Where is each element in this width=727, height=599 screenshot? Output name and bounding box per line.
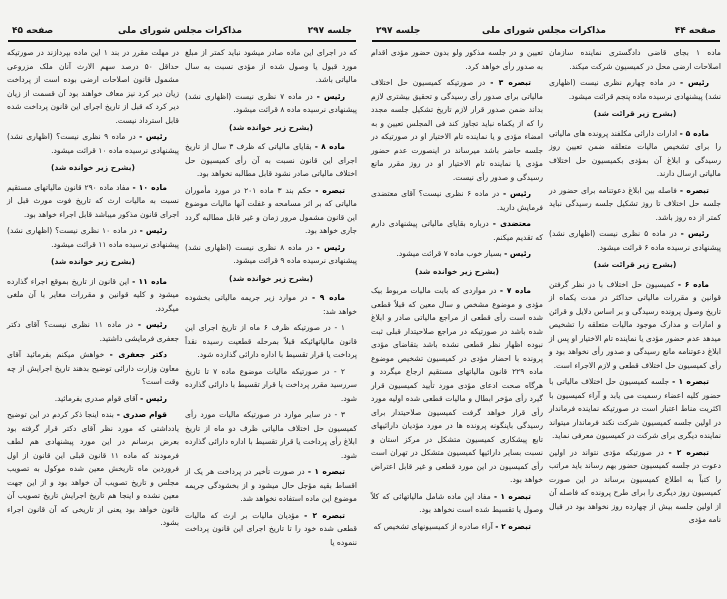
paragraph-text: مفاد ماده ۲۹۰ قانون مالیاتهای مستقیم نسبت به مالیات ارث که تاریخ فوت مورث قبل از اجرای قانون مذکور میباشد قابل اجراء خواهد بود. xyxy=(7,182,179,219)
paragraph-text: خواهش میکنم بفرمائید آقای معاون وزارت دارائی توضیح بدهند تاریخ اجرایش از چه وقت است؟ xyxy=(7,350,179,386)
paragraph-text: در صورت تأخیر در پرداخت هر یک از اقساط بقیه مؤجل حال میشود و از بخشودگی جریمه موضوع این ماده استفاده نخواهد شد. xyxy=(185,467,357,503)
paragraph xyxy=(185,365,357,406)
session-number: جلسه ۲۹۷ xyxy=(376,26,421,36)
paragraph-text: مفاد این ماده شامل مالیاتهائی که کلاً وصول یا تقسیط شده است نخواهد بود. xyxy=(371,491,543,514)
paragraph xyxy=(185,321,357,362)
paragraph-text: (بشرح زیر خوانده شد) xyxy=(50,257,135,266)
paragraph xyxy=(185,241,357,268)
text-column xyxy=(185,46,357,552)
paragraph-text: ۳ - در سایر موارد در صورتیکه مالیات مورد رأی کمیسیون حل اختلاف مالیاتی ظرف دو ماه از تاریخ ابلاغ رأی پرداخت یا قرار تقسیط با اداره دارائی گذارده شود. xyxy=(185,410,357,460)
text-column xyxy=(7,46,179,533)
paragraph xyxy=(185,184,357,238)
speaker-or-article-label: رئیس - xyxy=(502,189,531,198)
speaker-or-article-label: معتضدی - xyxy=(492,219,531,228)
paragraph xyxy=(7,275,179,316)
speaker-or-article-label: رئیس - xyxy=(137,320,167,329)
paragraph-text: در موارد زیر جریمه مالیاتی بخشوده خواهد شد: xyxy=(185,293,357,316)
paragraph xyxy=(371,490,543,517)
paragraph xyxy=(7,318,179,345)
speaker-or-article-label: ماده ۸ - xyxy=(314,142,346,151)
paragraph xyxy=(549,227,721,254)
speaker-or-article-label: ماده ۱۰ - xyxy=(132,182,168,192)
page-header xyxy=(372,26,720,42)
paragraph xyxy=(371,76,543,184)
reading-note xyxy=(371,265,543,279)
paragraph-text: در ماده ۹ نظری نیست؟ (اظهاری نشد) پیشنهادی نرسیده ماده ۱۰ قرائت میشود. xyxy=(7,132,179,155)
paragraph xyxy=(185,408,357,462)
reading-note xyxy=(185,272,357,286)
reading-note xyxy=(549,258,721,272)
paragraph-text: در ماده ۱۱ نظری نیست؟ آقای دکتر جعفری فرمایشی داشتید. xyxy=(7,320,179,343)
paragraph xyxy=(7,408,179,530)
reading-note xyxy=(7,255,179,269)
speaker-or-article-label: دکتر جعفری - xyxy=(109,350,167,359)
paragraph-text: در ماده ۱۰ نظری نیست؟ (اظهاری نشد) پیشنهادی نرسیده ماده ۱۱ قرائت میشود. xyxy=(7,226,179,249)
paragraph-text: (بشرح زیر خوانده شد) xyxy=(228,273,313,283)
paragraph-text: جلسه کمیسیون حل اختلاف مالیاتی با حضور کلیه اعضاء رسمیت می یابد و آراء کمیسیون با اکثریت مناط اعتبار است در صورتیکه نماینده فرماندار در اولین جلسه کمیسیون شرکت نکند فرماندار میتواند نماینده دیگری برای شرکت در کمیسیون معرفی نماید. xyxy=(549,377,721,440)
paragraph xyxy=(549,184,721,225)
speaker-or-article-label: رئیس - xyxy=(316,242,346,252)
paragraph xyxy=(371,520,543,534)
page-left xyxy=(2,0,362,599)
paragraph xyxy=(185,509,357,550)
paragraph xyxy=(7,224,179,251)
paragraph xyxy=(185,46,357,87)
speaker-or-article-label: رئیس - xyxy=(139,226,167,235)
paragraph-text: در ماده ۶ نظری نیست؟ آقای معتضدی فرمایش دارید. xyxy=(371,189,543,212)
speaker-or-article-label: قوام صدری - xyxy=(116,410,168,419)
speaker-or-article-label: تبصره - xyxy=(679,185,709,195)
text-column xyxy=(549,46,721,530)
speaker-or-article-label: تبصره ۲ - xyxy=(668,447,710,457)
paragraph-text: (بشرح زیر قرائت شد) xyxy=(593,109,677,118)
paragraph xyxy=(185,140,357,181)
speaker-or-article-label: تبصره ۱ - xyxy=(493,491,531,501)
speaker-or-article-label: تبصره ۱ - xyxy=(672,377,709,386)
paragraph-text: فاصله بین ابلاغ دعوتنامه برای حضور در جلسه حل اختلاف تا روز تشکیل جلسه رسیدگی نباید کمتر از ده روز باشد. xyxy=(549,185,721,222)
page-number: صفحه ۴۵ xyxy=(12,26,54,36)
paragraph-text: که در اجرای این ماده صادر میشود نباید کمتر از مبلغ مورد قبول یا وصول شده از مؤدی نسبت به سال مالیاتی باشد. xyxy=(185,48,357,84)
paragraph xyxy=(7,130,179,157)
reading-note xyxy=(185,121,357,135)
paragraph-text: آراء صادره از کمیسیونهای تشخیص که xyxy=(373,521,493,531)
paragraph-text: ادارات دارائی مکلفند پرونده های مالیاتی را برای تشخیص مالیات متعلقه ضمن تعیین روز رسیدگی و ابلاغ آن بمؤدی بکمیسیون حل اختلاف مالیاتی ارسال دارند. xyxy=(549,128,721,178)
paragraph-text: حکم بند ۳ ماده ۲۰۱ در مورد مأموران مالیاتی که بر اثر مسامحه و غفلت آنها مالیات موضوع این قانون مشمول مرور زمان و غیر قابل مطالبه گردد جاری خواهد بود. xyxy=(185,185,357,235)
paragraph-text: در صورتیکه کمیسیون حل اختلاف مالیاتی برای صدور رأی رسیدگی و تحقیق بیشتری لازم بداند ضمن صدور قرار لازم تاریخ تشکیل جلسه مجدد را که از یکماه نباید تجاوز کند فی المجلس تعیین و به امضاء مؤدی و یا نماینده تام الاختیار او در صورتیکه در جلسه حاضر باشد میرساند در اینصورت عدم حضور مؤدی یا نماینده تام الاختیار او در روز مقرر مانع رسیدگی و صدور رأی نیست. xyxy=(371,78,543,182)
paragraph xyxy=(549,76,721,103)
paragraph xyxy=(185,465,357,506)
running-title: مذاکرات مجلس شورای ملی xyxy=(117,26,242,36)
speaker-or-article-label: تبصره ۳ - xyxy=(490,78,532,87)
speaker-or-article-label: تبصره ۲ - xyxy=(304,510,345,520)
speaker-or-article-label: رئیس - xyxy=(316,91,346,101)
paragraph xyxy=(549,278,721,373)
paragraph-text: در ماده ۸ نظری نیست (اظهاری نشد) پیشنهادی نرسیده ماده ۹ قرائت میشود. xyxy=(185,242,357,265)
speaker-or-article-label: ماده ۵ - xyxy=(679,128,710,138)
paragraph-text: (بشرح زیر قرائت شد) xyxy=(593,260,677,269)
paragraph xyxy=(549,127,721,181)
paragraph xyxy=(7,46,179,127)
paragraph xyxy=(371,46,543,73)
speaker-or-article-label: ماده ۹ - xyxy=(311,293,346,302)
paragraph-text: بقایای مالیاتی که ظرف ۳ سال از تاریخ اجرای این قانون نسبت به آن رأی کمیسیون حل اختلاف مالیاتی صادر نشود قابل مطالبه نخواهد بود. xyxy=(185,142,357,178)
running-title: مذاکرات مجلس شورای ملی xyxy=(481,26,606,36)
speaker-or-article-label: رئیس - xyxy=(139,132,167,141)
text-column xyxy=(371,46,543,536)
paragraph xyxy=(549,446,721,527)
paragraph-text: (بشرح زیر خوانده شد) xyxy=(228,122,313,132)
paragraph-text: بسیار خوب ماده ۷ قرائت میشود. xyxy=(396,249,502,258)
paragraph-text: (بشرح زیر خوانده شد) xyxy=(414,266,499,276)
paragraph-text: در صورتیکه مؤدی نتواند در اولین دعوت در جلسه کمیسیون حضور بهم رساند باید مراتب را کتباً به اطلاع کمیسیون برساند در این صورت کمیسیون روز دیگری را برای طرح پرونده که فاصله آن از اولین جلسه بیش از چهارده روز نخواهد بود در قبال نامه مؤدی xyxy=(549,447,721,524)
page-right xyxy=(366,0,726,599)
paragraph xyxy=(371,247,543,261)
paragraph-text: این قانون از تاریخ بموقع اجراء گذارده میشود و کلیه قوانین و مقررات مغایر با آن ملغی میگردد. xyxy=(7,276,179,313)
page-number: صفحه ۴۴ xyxy=(674,26,716,36)
paragraph-text: در مواردی که بابت مالیات مربوط بیک مؤدی و موضوع مشخص و سال معین که قبلاً قطعی شده است رأی قطعی از مراجع مالیاتی صادر و ابلاغ شده باشد در صورتیکه در مراجع صلاحیتدار قبلی ثبت نبوده اظهار نظر قطعی نشده باشد بتقاضای مؤدی پرونده با احضار مؤدی در کمیسیون تشخیص موضوع ماده ۲۲۹ قانون مالیاتهای مستقیم ارجاع میگردد و هرگاه صحت ادعای مؤدی مورد تأیید کمیسیون قرار گیرد رأی مؤخر ابطال و مالیات قطعی شده اولیه مورد رأی قرار خواهد گرفت کمیسیون صلاحیتدار برای رسیدگی باینگونه پرونده ها در مورد مؤدیان دارائیهای تابع پیشکاری کمیسیون متشکل در مرکز استان و نسبت بسایر دارائیها کمیسیون متشکل در تهران است رأی کمیسیون در این مورد قطعی و غیر قابل اعتراض خواهد بود. xyxy=(371,286,543,484)
paragraph-text: مؤدیان مالیات بر ارث که مالیات قطعی شده خود را تا تاریخ اجرای این قانون پرداخت ننموده یا xyxy=(185,510,357,547)
speaker-or-article-label: تبصره ۲ - xyxy=(495,521,531,531)
paragraph-text: (بشرح زیر خوانده شد) xyxy=(50,163,135,172)
reading-note xyxy=(7,161,179,175)
paragraph-text: ۲ - در صورتیکه مالیات موضوع ماده ۷ تا تاریخ سررسید مقرر پرداخت یا قرار تقسیط با دارائی گذارده شود. xyxy=(185,366,357,403)
paragraph-text: ماده ۱ بجای قاضی دادگستری نماینده سازمان اصلاحات ارضی محل در کمیسیون شرکت میکند. xyxy=(549,48,721,71)
paragraph-text: در مهلت مقرر در بند ۱ این ماده بپردازند در صورتیکه حداقل ۵۰ درصد سهم الارث آنان ملک مزروعی مشمول قانون اصلاحات ارضی بوده است از پرداخت زیان دیر کرد نیز معاف خواهند بود آن قسمت از زیان دیر کرد که قبل از تاریخ اجرای این قانون پرداخت شده قابل استرداد نیست. xyxy=(7,48,179,125)
paragraph xyxy=(549,46,721,73)
speaker-or-article-label: رئیس - xyxy=(680,229,710,238)
paragraph xyxy=(185,291,357,318)
speaker-or-article-label: تبصره ۱ - xyxy=(307,467,345,476)
speaker-or-article-label: رئیس - xyxy=(504,249,531,258)
paragraph xyxy=(371,284,543,487)
speaker-or-article-label: تبصره - xyxy=(315,185,345,195)
paragraph-text: آقای قوام صدری بفرمائید. xyxy=(54,393,138,403)
paragraph xyxy=(371,187,543,214)
reading-note xyxy=(549,107,721,121)
paragraph xyxy=(371,217,543,244)
speaker-or-article-label: ماده ۷ - xyxy=(499,286,531,295)
paragraph-text: در ماده ۷ نظری نیست (اظهاری نشد) پیشنهادی نرسیده ماده ۸ قرائت میشود. xyxy=(185,91,357,114)
speaker-or-article-label: رئیس - xyxy=(679,78,709,87)
speaker-or-article-label: ماده ۶ - xyxy=(677,279,710,289)
paragraph xyxy=(7,348,179,389)
paragraph-text: تعیین و در جلسه مذکور ولو بدون حضور مؤدی اقدام به صدور رأی خواهد کرد. xyxy=(371,48,543,71)
paragraph-text: در ماده ۵ نظری نیست (اظهاری نشد) پیشنهادی نرسیده ماده ۶ قرائت میشود. xyxy=(549,229,721,252)
paragraph xyxy=(7,392,179,406)
page-header xyxy=(8,26,356,42)
speaker-or-article-label: ماده ۱۱ - xyxy=(132,276,167,286)
paragraph xyxy=(549,375,721,443)
speaker-or-article-label: رئیس - xyxy=(140,393,167,403)
paragraph xyxy=(7,181,179,222)
paragraph-text: کمیسیون حل اختلاف با در نظر گرفتن قوانین و مقررات مالیاتی حداکثر در مدت یکماه از تاریخ وصول پرونده رسیدگی و بر اساس دلایل و قرائن و امارات و مدارک موجود مالیات متعلقه را تشخیص میدهد عدم حضور مؤدی یا نماینده تام الاختیار او پس از ابلاغ دعوتنامه مانع رسیدگی و صدور رأی نخواهد بود و رأی کمیسیون حل اختلاف قطعی و لازم الاجراء است. xyxy=(549,279,721,370)
session-number: جلسه ۲۹۷ xyxy=(307,26,352,36)
paragraph-text: بنده اینجا ذکر کردم در این توضیح یادداشتی که مورد نظر آقای دکتر قرار گرفته بود بعرض برسانم در این مورد پیشنهادی هم لطف فرمودند که ماده ۱۱ قانون قبلی این قانون از اول فروردین ماه تاریخش معین شده موکول به تصویب مجلس و تاریخ تصویب آن خواهد بود و از این جهت معین نشده و اینجا هم تاریخ اجرایش تاریخ تصویب آن قانون خواهد بود یعنی از تاریخی که آن قانون اجراء بشود. xyxy=(7,410,179,527)
paragraph-text: درباره بقایای مالیاتی پیشنهادی دارم که تقدیم میکنم. xyxy=(371,219,543,242)
paragraph-text: ۱ - در صورتیکه ظرف ۶ ماه از تاریخ اجرای این قانون مالیاتهائیکه قبلاً بمرحله قطعیت رسیده نقداً پرداخت یا قرار تقسیط با اداره دارائی گذارده شود. xyxy=(185,323,357,359)
paragraph-text: در ماده چهارم نظری نیست (اظهاری نشد) پیشنهادی نرسیده ماده پنجم قرائت میشود. xyxy=(549,78,721,101)
paragraph xyxy=(185,90,357,117)
